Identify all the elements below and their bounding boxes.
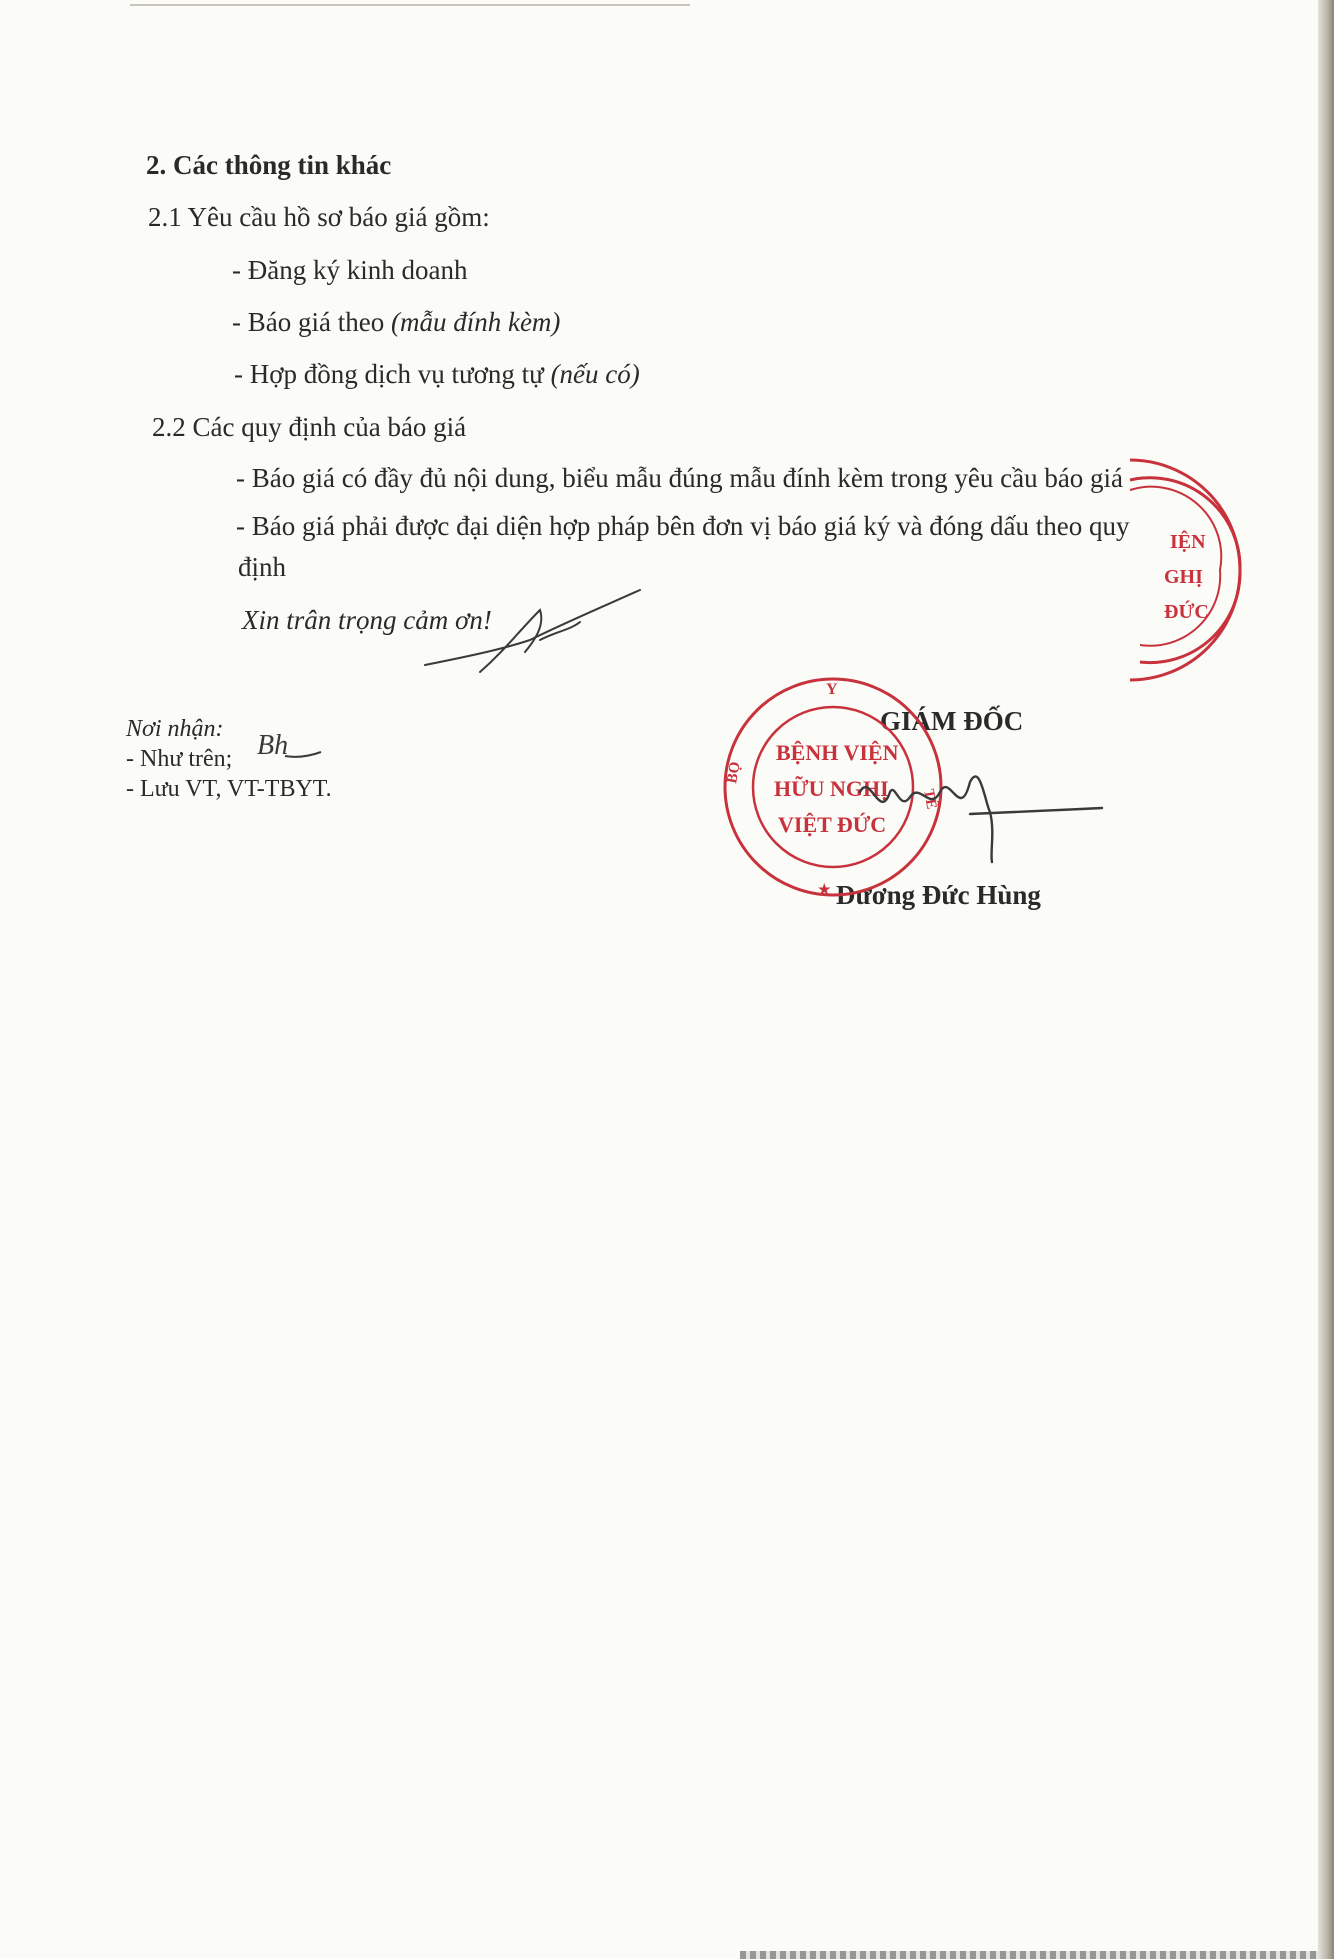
rule-item-2: - Báo giá phải được đại diện hợp pháp bên đơn vị báo giá ký và đóng dấu theo quy (236, 511, 1130, 541)
requirement-item-1-text: - Đăng ký kinh doanh (232, 255, 468, 285)
signer-title: GIÁM ĐỐC (880, 706, 1024, 736)
requirement-item-2-text: - Báo giá theo (232, 307, 391, 337)
requirement-item-2 (232, 307, 560, 338)
closing-remark: Xin trân trọng cảm ơn! (242, 605, 492, 635)
svg-text:Bh: Bh (257, 730, 289, 761)
requirement-item-3-text: - Hợp đồng dịch vụ tương tự (234, 359, 551, 389)
svg-text:BỘ: BỘ (724, 760, 744, 785)
svg-text:ĐỨC: ĐỨC (1164, 601, 1209, 623)
requirement-item-3-note: (nếu có) (550, 359, 640, 389)
subsection-2-title: 2.2 Các quy định của báo giá (152, 412, 467, 442)
subsection-1-title: 2.1 Yêu cầu hồ sơ báo giá gồm: (148, 202, 490, 232)
requirement-item-2-note: (mẫu đính kèm) (390, 307, 561, 337)
recipient-initials (255, 722, 325, 766)
svg-text:TẾ: TẾ (920, 787, 940, 811)
page-right-edge (1318, 0, 1334, 1959)
svg-text:★: ★ (818, 883, 831, 898)
recipient-line-1: - Như trên; (126, 746, 233, 772)
requirement-item-3 (234, 359, 640, 390)
svg-text:HỮU NGHỊ: HỮU NGHỊ (774, 776, 889, 801)
section-heading: 2. Các thông tin khác (146, 150, 392, 180)
recipient-line-2: - Lưu VT, VT-TBYT. (126, 776, 332, 802)
rule-item-2-continued: định (238, 552, 287, 582)
svg-text:Y: Y (826, 681, 838, 698)
page-top-edge (130, 4, 690, 6)
rule-item-1: - Báo giá có đầy đủ nội dung, biểu mẫu đúng mẫu đính kèm trong yêu cầu báo giá (236, 463, 1124, 493)
recipients-label: Nơi nhận: (126, 716, 224, 742)
page-bottom-edge (740, 1951, 1334, 1959)
svg-text:BỆNH VIỆN: BỆNH VIỆN (776, 740, 899, 765)
closing-signature-scribble (420, 580, 650, 680)
partial-seal-margin (1120, 440, 1270, 690)
svg-text:GHỊ: GHỊ (1164, 566, 1203, 588)
signer-name: Dương Đức Hùng (836, 880, 1041, 910)
director-signature (840, 752, 1110, 872)
requirement-item-1 (232, 255, 467, 286)
svg-text:IỆN: IỆN (1170, 531, 1206, 553)
svg-text:VIỆT ĐỨC: VIỆT ĐỨC (778, 812, 887, 837)
